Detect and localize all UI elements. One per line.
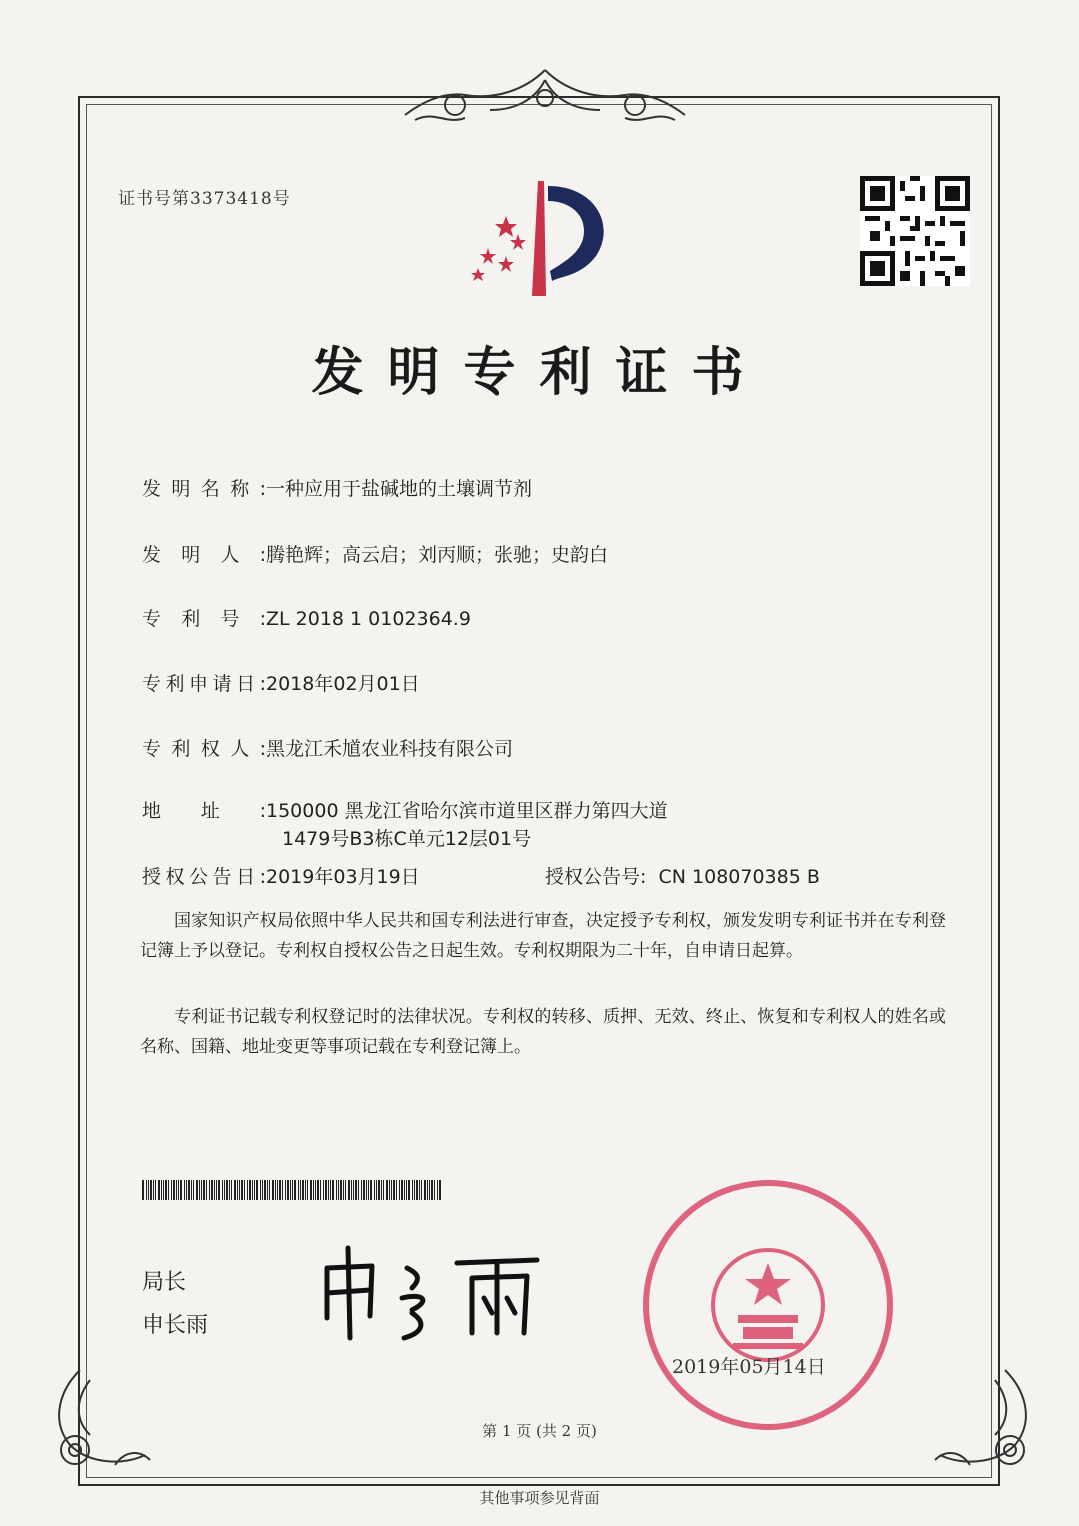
field-label: 专利权人:	[142, 738, 266, 760]
director-title: 局长	[142, 1270, 187, 1295]
field-label: 发明名称:	[142, 478, 266, 500]
field-label: 专利申请日:	[142, 673, 266, 695]
field-value: 2018年02月01日	[266, 673, 420, 695]
footer-note: 其他事项参见背面	[479, 1489, 600, 1507]
field-filing-date	[142, 669, 420, 696]
director-name: 申长雨	[142, 1313, 209, 1338]
paragraph-1: 国家知识产权局依照中华人民共和国专利法进行审查，决定授予专利权，颁发发明专利证书并在专利登记簿上予以登记。专利权自授权公告之日起生效。专利权期限为二十年，自申请日起算。	[140, 911, 946, 961]
barcode	[142, 1180, 442, 1200]
paragraph-2: 专利证书记载专利权登记时的法律状况。专利权的转移、质押、无效、终止、恢复和专利权人的姓名或名称、国籍、地址变更等事项记载在专利登记簿上。	[140, 1007, 946, 1057]
field-patent-number	[142, 604, 471, 631]
field-value: 腾艳辉；高云启；刘丙顺；张驰；史韵白	[266, 544, 609, 566]
office-seal	[638, 1175, 898, 1435]
field-label: 地址:	[142, 800, 266, 822]
top-ornament	[385, 60, 705, 130]
field-label: 发明人:	[142, 544, 266, 566]
field-value: ZL 2018 1 0102364.9	[266, 608, 471, 630]
field-value: CN 108070385 B	[658, 866, 820, 888]
field-address-line2: 1479号B3栋C单元12层01号	[282, 828, 532, 850]
field-label: 专利号:	[142, 608, 266, 630]
field-value: 一种应用于盐碱地的土壤调节剂	[266, 478, 533, 500]
director-signature	[312, 1238, 552, 1348]
seal-date: 2019年05月14日	[672, 1356, 826, 1378]
field-value: 2019年03月19日	[266, 866, 420, 888]
field-label: 授权公告号:	[545, 866, 647, 888]
field-grant-date	[142, 862, 420, 889]
field-value: 黑龙江禾馗农业科技有限公司	[266, 738, 514, 760]
certificate-title: 发明专利证书	[311, 343, 768, 403]
field-address	[142, 796, 668, 823]
field-label: 授权公告日:	[142, 866, 266, 888]
qr-code	[860, 176, 970, 286]
field-value: 150000 黑龙江省哈尔滨市道里区群力第四大道	[266, 800, 668, 822]
certificate-number: 证书号第3373418号	[118, 189, 291, 209]
field-invention-name	[142, 474, 532, 501]
cnipa-logo	[466, 176, 626, 306]
field-grant-number	[545, 862, 820, 889]
field-inventors	[142, 540, 608, 567]
page-indicator: 第 1 页 (共 2 页)	[482, 1422, 597, 1440]
field-patentee	[142, 734, 513, 761]
